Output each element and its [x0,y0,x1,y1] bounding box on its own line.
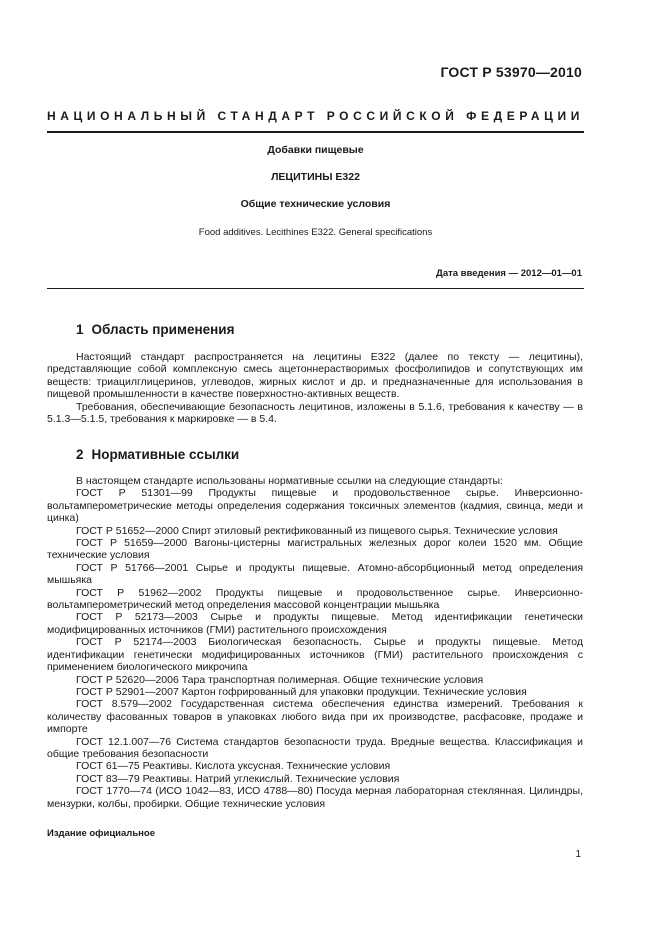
reference-item: ГОСТ Р 52173—2003 Сырье и продукты пищевые. Метод идентификации генетически модифицированных источников (ГМИ) растительного происхождения [47,611,583,636]
reference-item: ГОСТ Р 51652—2000 Спирт этиловый ректификованный из пищевого сырья. Технические условия [76,524,558,537]
national-standard-banner [47,109,584,123]
banner-word: РОССИЙСКОЙ [326,109,459,123]
banner-word: ФЕДЕРАЦИИ [466,109,584,123]
section-heading [76,322,234,337]
document-code: ГОСТ Р 53970—2010 [440,64,582,80]
reference-item: ГОСТ 61—75 Реактивы. Кислота уксусная. Технические условия [76,760,391,773]
title-line-2: ЛЕЦИТИНЫ Е322 [271,171,360,183]
paragraph: Настоящий стандарт распространяется на лецитины Е322 (далее по тексту — лецитины), представляющие собой комплексную смесь ацетоннерастворимых фосфолипидов и сопутствующих им веществ: триацилглицеринов, углеводов, жирных кислот и др. и предназначенные для использования в пищевой промышленности в качестве поверхностно-активных веществ. [47,351,583,401]
reference-item: ГОСТ 83—79 Реактивы. Натрий углекислый. Технические условия [76,772,400,785]
reference-item: ГОСТ Р 51766—2001 Сырье и продукты пищевые. Атомно-абсорбционный метод определения мышьяка [47,561,583,587]
publication-note: Издание официальное [47,828,155,839]
title-divider [47,288,584,289]
english-title: Food additives. Lecithines Е322. General specifications [198,227,433,238]
reference-item: ГОСТ Р 51962—2002 Продукты пищевые и продовольственное сырье. Инверсионно-вольтамперометрический метод определения массовой концентрации мышьяка [47,586,583,612]
title-line-1: Добавки пищевые [267,144,364,156]
section-number: 2 [76,447,84,462]
reference-item: ГОСТ Р 51659—2000 Вагоны-цистерны магистральных железных дорог колеи 1520 мм. Общие технические условия [47,537,583,562]
reference-item: ГОСТ 12.1.007—76 Система стандартов безопасности труда. Вредные вещества. Классификация и общие требования безопасности [47,735,583,760]
reference-item: ГОСТ Р 52901—2007 Картон гофрированный для упаковки продукции. Технические условия [76,685,527,698]
reference-item: ГОСТ Р 52174—2003 Биологическая безопасность. Сырье и продукты пищевые. Метод идентификации генетически модифицированных источников (ГМИ) растительного происхождения с применением биологического микрочипа [47,636,583,674]
paragraph: Требования, обеспечивающие безопасность лецитинов, изложены в 5.1.6, требования к качеству — в 5.1.3—5.1.5, требования к маркировке — в 5.4. [47,400,583,426]
section-body [47,475,583,810]
section-number: 1 [76,322,84,337]
title-line-3: Общие технические условия [240,198,391,210]
section-body [47,351,583,425]
banner-word: НАЦИОНАЛЬНЫЙ [47,109,210,123]
paragraph: В настоящем стандарте использованы нормативные ссылки на следующие стандарты: [76,475,503,487]
page-number: 1 [575,849,581,860]
intro-date: Дата введения — 2012—01—01 [436,268,582,279]
banner-word: СТАНДАРТ [217,109,319,123]
reference-item: ГОСТ 1770—74 (ИСО 1042—83, ИСО 4788—80) Посуда мерная лабораторная стеклянная. Цилиндры, мензурки, колбы, пробирки. Общие технические условия [47,785,583,810]
header-divider [47,131,584,133]
reference-item: ГОСТ 8.579—2002 Государственная система обеспечения единства измерений. Требования к количеству фасованных товаров в упаковках любого вида при их производстве, расфасовке, продаже и импорте [47,698,583,736]
reference-item: ГОСТ Р 52620—2006 Тара транспортная полимерная. Общие технические условия [76,673,484,686]
reference-item: ГОСТ Р 51301—99 Продукты пищевые и продовольственное сырье. Инверсионно-вольтамперометрические методы определения содержания токсичных элементов (кадмия, свинца, меди и цинка) [47,487,583,525]
section-title: Нормативные ссылки [91,447,240,462]
section-title: Область применения [91,322,235,337]
section-heading [76,447,239,462]
